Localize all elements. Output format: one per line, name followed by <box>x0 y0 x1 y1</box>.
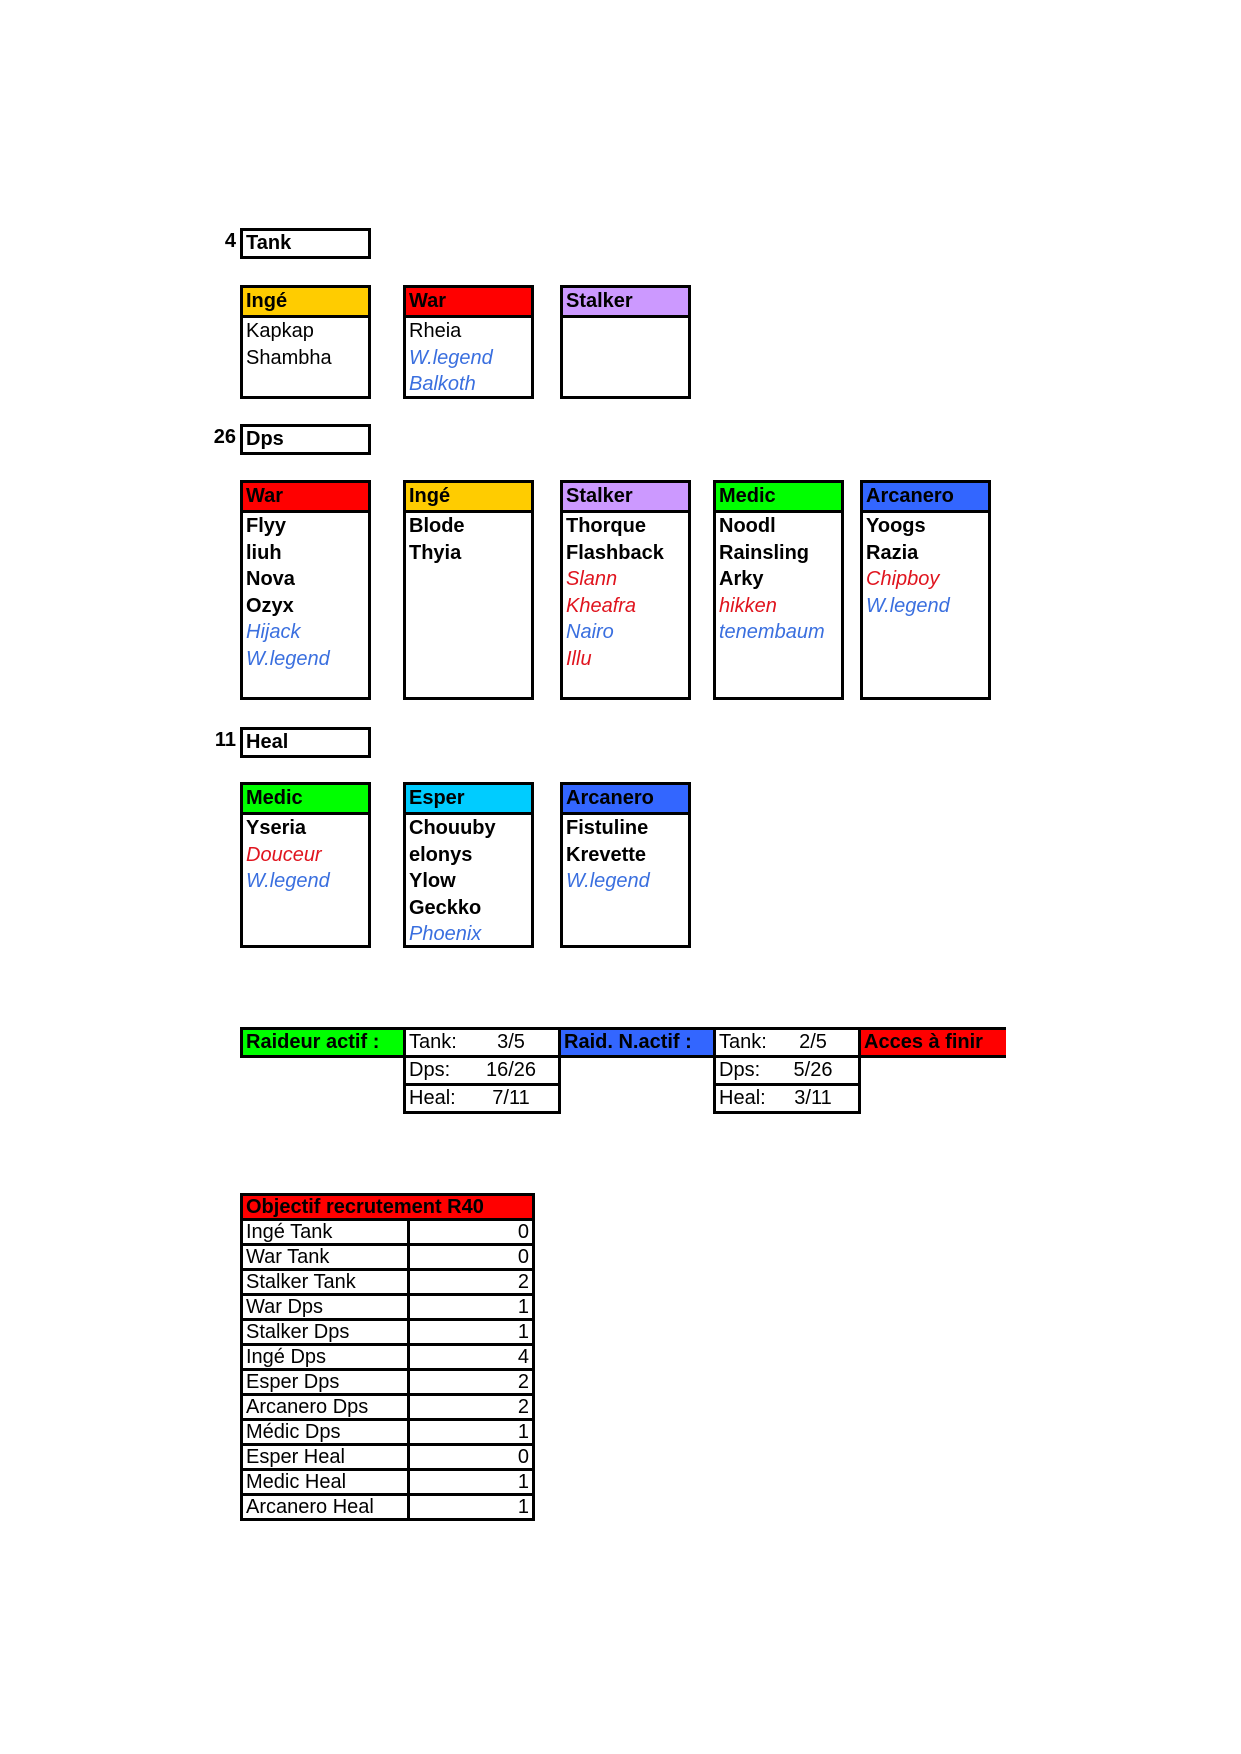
dps-card-war <box>240 480 371 700</box>
card-header: Stalker <box>563 288 688 318</box>
objectif-table <box>240 1193 535 1521</box>
member: Blode <box>409 515 465 537</box>
member: W.legend <box>866 594 950 617</box>
member: Ylow <box>409 870 456 892</box>
row-label: Arcanero Heal <box>242 1495 409 1520</box>
role-value: 5/26 <box>793 1059 833 1081</box>
member: Razia <box>866 541 919 564</box>
role-label: Dps: <box>409 1059 451 1081</box>
row-value: 0 <box>409 1445 534 1470</box>
member: W.legend <box>409 346 493 369</box>
member: Hijack <box>246 621 301 643</box>
member: Rheia <box>409 320 462 342</box>
row-label: Medic Heal <box>242 1470 409 1495</box>
member: Krevette <box>566 843 647 866</box>
row-value: 2 <box>409 1270 534 1295</box>
role-value: 2/5 <box>799 1031 827 1053</box>
table-row <box>242 1295 534 1320</box>
table-row <box>242 1445 534 1470</box>
member: Kapkap <box>246 320 314 342</box>
member: Nairo <box>566 621 614 643</box>
card-header: Arcanero <box>863 483 988 513</box>
card-header: War <box>406 288 531 318</box>
member: Geckko <box>409 896 482 919</box>
member: Phoenix <box>409 923 482 945</box>
table-row <box>242 1420 534 1445</box>
access-to-finish-label: Acces à finir <box>858 1027 1006 1058</box>
row-value: 1 <box>409 1420 534 1445</box>
dps-card-stalker <box>560 480 691 700</box>
row-label: Esper Heal <box>242 1445 409 1470</box>
member: Thorque <box>566 515 646 537</box>
card-header: War <box>243 483 368 513</box>
table-row <box>242 1345 534 1370</box>
member: Fistuline <box>566 817 649 839</box>
row-value: 2 <box>409 1370 534 1395</box>
row-label: Arcanero Dps <box>242 1395 409 1420</box>
member: tenembaum <box>719 621 825 643</box>
member: Balkoth <box>409 373 476 395</box>
row-value: 4 <box>409 1345 534 1370</box>
inactive-heal-row <box>713 1083 861 1114</box>
row-label: Médic Dps <box>242 1420 409 1445</box>
table-row <box>242 1395 534 1420</box>
role-value: 16/26 <box>485 1059 537 1081</box>
row-label: War Dps <box>242 1295 409 1320</box>
member: elonys <box>409 843 473 866</box>
inactive-raiders-label: Raid. N.actif : <box>558 1027 716 1058</box>
member: Noodl <box>719 515 776 537</box>
role-label: Tank: <box>719 1031 767 1053</box>
role-value: 3/11 <box>794 1087 832 1109</box>
card-header: Esper <box>406 785 531 815</box>
tank-count: 4 <box>224 230 236 252</box>
inactive-tank-row <box>713 1027 861 1058</box>
member: hikken <box>719 594 777 617</box>
table-row <box>242 1495 534 1520</box>
row-value: 1 <box>409 1295 534 1320</box>
objectif-title: Objectif recrutement R40 <box>242 1195 534 1220</box>
heal-card-medic <box>240 782 371 948</box>
card-header: Medic <box>243 785 368 815</box>
table-row <box>242 1320 534 1345</box>
row-value: 1 <box>409 1470 534 1495</box>
row-label: Ingé Tank <box>242 1220 409 1245</box>
member: Nova <box>246 568 295 590</box>
role-label: Dps: <box>719 1059 761 1081</box>
row-label: Stalker Tank <box>242 1270 409 1295</box>
row-value: 1 <box>409 1495 534 1520</box>
objectif-table-wrap <box>240 1193 535 1521</box>
member: W.legend <box>246 870 330 892</box>
tank-card-war <box>403 285 534 399</box>
role-value: 3/5 <box>497 1031 525 1053</box>
tank-card-inge <box>240 285 371 399</box>
member: Illu <box>566 647 592 670</box>
active-dps-row <box>403 1055 561 1086</box>
member: Thyia <box>409 541 462 564</box>
member: Flyy <box>246 515 287 537</box>
active-heal-row <box>403 1083 561 1114</box>
member: Chipboy <box>866 568 940 590</box>
tank-card-stalker <box>560 285 691 399</box>
dps-section-label: Dps <box>240 424 371 455</box>
member: liuh <box>246 541 282 564</box>
card-header: Ingé <box>243 288 368 318</box>
heal-count: 11 <box>214 729 236 751</box>
role-label: Heal: <box>719 1087 766 1109</box>
member: Flashback <box>566 541 664 564</box>
member: Douceur <box>246 843 322 866</box>
inactive-dps-row <box>713 1055 861 1086</box>
table-row <box>242 1370 534 1395</box>
role-label: Heal: <box>409 1087 456 1109</box>
member: Rainsling <box>719 541 810 564</box>
row-value: 2 <box>409 1395 534 1420</box>
card-header: Medic <box>716 483 841 513</box>
member: Yoogs <box>866 515 926 537</box>
card-header: Ingé <box>406 483 531 513</box>
row-label: War Tank <box>242 1245 409 1270</box>
dps-count: 26 <box>213 426 236 448</box>
row-label: Esper Dps <box>242 1370 409 1395</box>
active-tank-row <box>403 1027 561 1058</box>
card-header: Arcanero <box>563 785 688 815</box>
table-row <box>242 1220 534 1245</box>
active-raiders-label: Raideur actif : <box>240 1027 406 1058</box>
table-row <box>242 1470 534 1495</box>
row-value: 0 <box>409 1245 534 1270</box>
heal-card-esper <box>403 782 534 948</box>
row-label: Ingé Dps <box>242 1345 409 1370</box>
role-label: Tank: <box>409 1031 457 1053</box>
table-row <box>242 1270 534 1295</box>
member: Ozyx <box>246 594 294 617</box>
role-value: 7/11 <box>492 1087 530 1109</box>
table-row <box>242 1245 534 1270</box>
dps-card-inge <box>403 480 534 700</box>
row-label: Stalker Dps <box>242 1320 409 1345</box>
heal-section-label: Heal <box>240 727 371 758</box>
member: W.legend <box>566 870 650 892</box>
member: Yseria <box>246 817 307 839</box>
member: W.legend <box>246 647 330 670</box>
heal-card-arcanero <box>560 782 691 948</box>
member: Shambha <box>246 346 332 369</box>
member: Kheafra <box>566 594 637 617</box>
dps-card-medic <box>713 480 844 700</box>
member: Chouuby <box>409 817 496 839</box>
row-value: 0 <box>409 1220 534 1245</box>
dps-card-arcanero <box>860 480 991 700</box>
member: Slann <box>566 568 618 590</box>
card-header: Stalker <box>563 483 688 513</box>
member: Arky <box>719 568 764 590</box>
tank-section-label: Tank <box>240 228 371 259</box>
row-value: 1 <box>409 1320 534 1345</box>
